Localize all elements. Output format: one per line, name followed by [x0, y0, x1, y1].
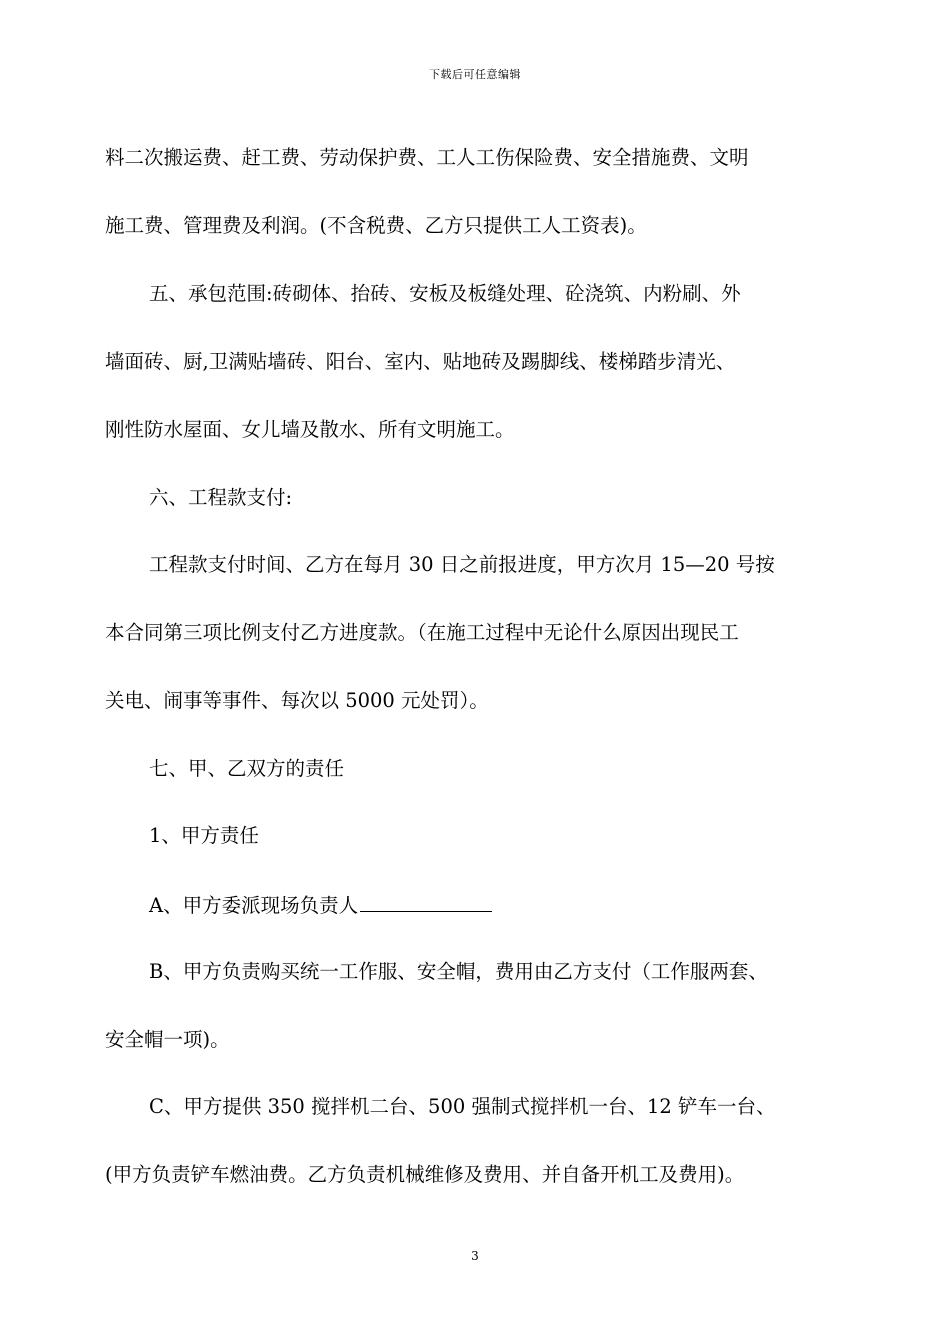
paragraph-line: 施工费、管理费及利润。(不含税费、乙方只提供工人工资表)。: [105, 214, 647, 237]
section-heading: 六、工程款支付:: [149, 486, 293, 509]
paragraph-line: 墙面砖、厨,卫满贴墙砖、阳台、室内、贴地砖及踢脚线、楼梯踏步清光、: [105, 350, 736, 373]
paragraph-line: 料二次搬运费、赶工费、劳动保护费、工人工伤保险费、安全措施费、文明: [105, 146, 749, 169]
paragraph-text: A、甲方委派现场负责人: [149, 894, 359, 917]
subsection-heading: 1、甲方责任: [149, 824, 259, 847]
paragraph-line: 刚性防水屋面、女儿墙及散水、所有文明施工。: [105, 418, 515, 441]
paragraph-line: 安全帽一项)。: [105, 1028, 230, 1051]
paragraph-line: C、甲方提供 350 搅拌机二台、500 强制式搅拌机一台、12 铲车一台、: [149, 1095, 776, 1118]
paragraph-line: 五、承包范围:砖砌体、抬砖、安板及板缝处理、砼浇筑、内粉刷、外: [149, 282, 741, 305]
paragraph-line: 本合同第三项比例支付乙方进度款。（在施工过程中无论什么原因出现民工: [105, 621, 739, 644]
paragraph-line: 工程款支付时间、乙方在每月 30 日之前报进度，甲方次月 15—20 号按: [149, 553, 775, 576]
page-number: 3: [471, 1249, 479, 1263]
section-heading: 七、甲、乙双方的责任: [149, 757, 345, 780]
paragraph-line: (甲方负责铲车燃油费。乙方负责机械维修及费用、并自备开机工及费用)。: [105, 1163, 745, 1186]
page-header: 下载后可任意编辑: [429, 68, 521, 81]
fill-in-blank: [360, 891, 492, 912]
paragraph-line: B、甲方负责购买统一工作服、安全帽，费用由乙方支付（工作服两套、: [149, 960, 768, 983]
paragraph-line-with-blank: [149, 891, 492, 919]
paragraph-line: 关电、闹事等事件、每次以 5000 元处罚）。: [105, 689, 489, 712]
